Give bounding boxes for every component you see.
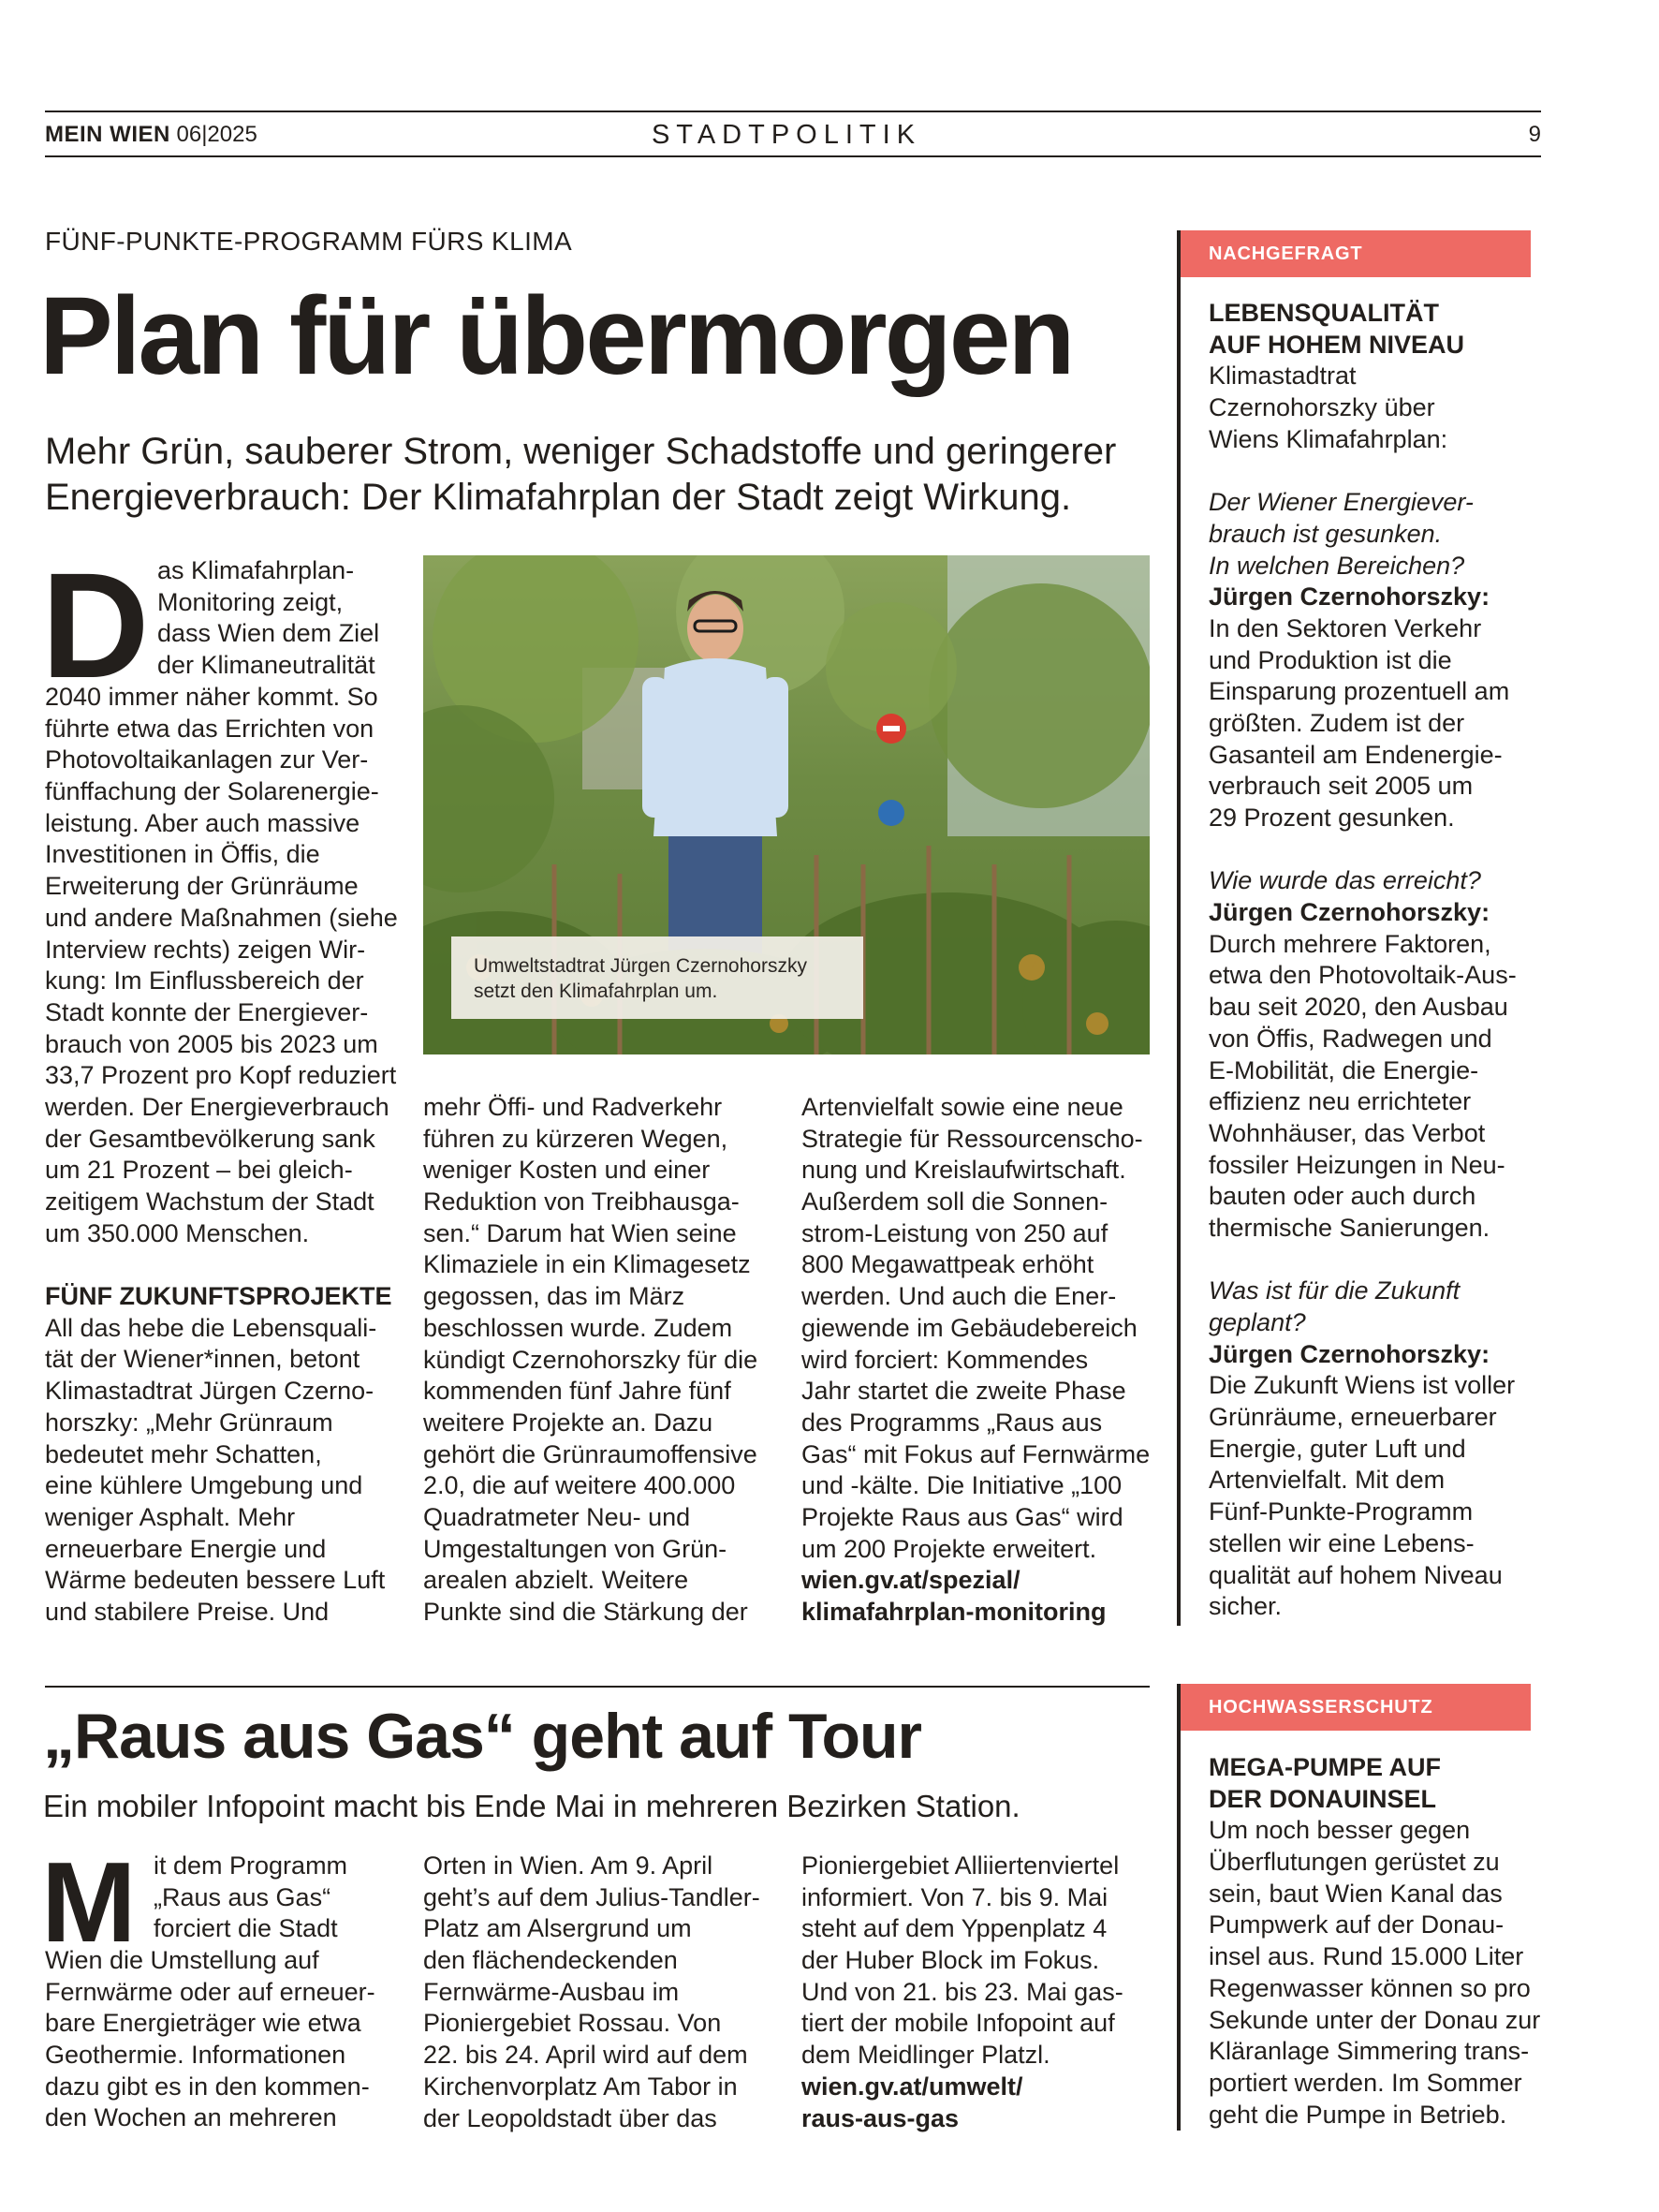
sidebar-divider: [1177, 230, 1181, 1626]
interview-question: Was ist für die Zukunft: [1209, 1276, 1461, 1305]
text-line: mehr Öffi- und Radverkehr: [423, 1093, 723, 1121]
sidebar-heading: MEGA-PUMPE AUF: [1209, 1753, 1441, 1781]
interview-question: Der Wiener Energiever-: [1209, 488, 1474, 517]
text-line: sicher.: [1209, 1592, 1283, 1621]
text-line: bau seit 2020, den Ausbau: [1209, 993, 1508, 1022]
text-line: Grünräume, erneuerbarer: [1209, 1403, 1497, 1432]
publication-name: MEIN WIEN: [45, 122, 170, 147]
text-line: strom-Leistung von 250 auf: [801, 1218, 1108, 1247]
header-top-rule: [45, 111, 1541, 112]
article2-subheadline: Ein mobiler Infopoint macht bis Ende Mai in mehreren Bezirken Station.: [43, 1789, 1020, 1823]
text-line: Wärme bedeuten bessere Luft: [45, 1566, 386, 1595]
text-line: forciert die Stadt: [154, 1914, 338, 1943]
article-link[interactable]: wien.gv.at/spezial/: [801, 1566, 1020, 1595]
text-line: Artenvielfalt. Mit dem: [1209, 1466, 1446, 1495]
interview-speaker: Jürgen Czernohorszky:: [1209, 582, 1490, 612]
dropcap: M: [41, 1838, 137, 1966]
text-line: größten. Zudem ist der: [1209, 708, 1465, 737]
text-line: bare Energieträger wie etwa: [45, 2009, 361, 2038]
text-line: geht’s auf dem Julius-Tandler-: [423, 1882, 760, 1911]
text-line: Wiens Klimafahrplan:: [1209, 424, 1448, 453]
text-line: und andere Maßnahmen (siehe: [45, 903, 398, 932]
article-column-1-top: [157, 555, 379, 682]
sidebar-heading: AUF HOHEM NIVEAU: [1209, 330, 1465, 359]
text-line: Reduktion von Treibhausga-: [423, 1187, 740, 1217]
text-line: kommenden fünf Jahre fünf: [423, 1377, 731, 1406]
text-line: Monitoring zeigt,: [157, 587, 344, 616]
text-line: steht auf dem Yppenplatz 4: [801, 1914, 1108, 1943]
interview-question: In welchen Bereichen?: [1209, 551, 1465, 580]
photo-caption: [451, 936, 863, 1019]
text-line: führte etwa das Errichten von: [45, 714, 374, 743]
text-line: as Klimafahrplan-: [157, 556, 355, 584]
text-line: und Produktion ist die: [1209, 645, 1452, 674]
article-link[interactable]: raus-aus-gas: [801, 2103, 960, 2132]
article-column-1: [45, 682, 398, 1629]
text-line: Energie, guter Luft und: [1209, 1434, 1466, 1463]
text-line: Fernwärme-Ausbau im: [423, 1977, 680, 2006]
text-line: der Gesamtbevölkerung sank: [45, 1124, 375, 1153]
dropcap: D: [41, 541, 150, 709]
sidebar-heading: LEBENSQUALITÄT: [1209, 299, 1439, 327]
text-line: führen zu kürzeren Wegen,: [423, 1124, 728, 1153]
interview-speaker: Jürgen Czernohorszky:: [1209, 898, 1490, 927]
text-line: der Leopoldstadt über das: [423, 2103, 717, 2132]
text-line: Orten in Wien. Am 9. April: [423, 1851, 713, 1880]
text-line: zeitigem Wachstum der Stadt: [45, 1187, 374, 1216]
text-line: Außerdem soll die Sonnen-: [801, 1187, 1108, 1217]
interview-sidebar: [1209, 298, 1517, 1623]
spacer: [1209, 455, 1517, 487]
text-line: nung und Kreislaufwirtschaft.: [801, 1156, 1126, 1185]
spacer: [45, 1249, 398, 1281]
text-line: der Klimaneutralität: [157, 651, 375, 680]
text-line: des Programms „Raus aus: [801, 1408, 1103, 1437]
text-line: dem Meidlinger Platzl.: [801, 2041, 1050, 2070]
text-line: 800 Megawattpeak erhöht: [801, 1250, 1094, 1279]
text-line: horszky: „Mehr Grünraum: [45, 1408, 333, 1437]
section-divider: [45, 1686, 1150, 1688]
text-line: und -kälte. Die Initiative „100: [801, 1471, 1123, 1500]
article2-column-1-top: [154, 1851, 347, 1945]
text-line: der Huber Block im Fokus.: [801, 1946, 1100, 1975]
text-line: um 200 Projekte erweitert.: [801, 1534, 1097, 1563]
text-line: 2040 immer näher kommt. So: [45, 683, 378, 711]
text-line: und stabilere Preise. Und: [45, 1597, 330, 1626]
interview-question: Wie wurde das erreicht?: [1209, 866, 1481, 895]
text-line: Pioniergebiet Alliiertenviertel: [801, 1851, 1120, 1880]
text-line: it dem Programm: [154, 1851, 348, 1880]
text-line: sen.“ Darum hat Wien seine: [423, 1218, 737, 1247]
text-line: um 21 Prozent – bei gleich-: [45, 1156, 353, 1185]
text-line: Pumpwerk auf der Donau-: [1209, 1910, 1505, 1939]
article-subheadline: [45, 429, 1168, 521]
text-line: Stadt konnte der Energiever-: [45, 997, 369, 1026]
text-line: Erweiterung der Grünräume: [45, 872, 359, 901]
text-line: den flächendeckenden: [423, 1946, 678, 1975]
text-line: Czernohorszky über: [1209, 393, 1435, 422]
text-line: Platz am Alsergrund um: [423, 1914, 692, 1943]
text-line: weitere Projekte an. Dazu: [423, 1408, 713, 1437]
text-line: weniger Kosten und einer: [423, 1156, 711, 1185]
text-line: um 350.000 Menschen.: [45, 1218, 310, 1247]
page-number: 9: [1528, 122, 1541, 147]
text-line: kündigt Czernohorszky für die: [423, 1345, 758, 1374]
interview-question: geplant?: [1209, 1308, 1306, 1336]
text-line: effizienz neu errichteter: [1209, 1087, 1472, 1116]
text-line: „Raus aus Gas“: [154, 1882, 331, 1911]
text-line: tiert der mobile Infopoint auf: [801, 2009, 1115, 2038]
text-line: wird forciert: Kommendes: [801, 1345, 1089, 1374]
text-line: Photovoltaikanlagen zur Ver-: [45, 745, 369, 774]
text-line: Durch mehrere Faktoren,: [1209, 929, 1491, 958]
header-publication: [45, 122, 257, 148]
subheadline-line: Mehr Grün, sauberer Strom, weniger Schadstoffe und geringerer: [45, 431, 1117, 472]
text-line: verbrauch seit 2005 um: [1209, 772, 1474, 801]
text-line: kung: Im Einflussbereich der: [45, 966, 364, 995]
text-line: Um noch besser gegen: [1209, 1816, 1471, 1845]
text-line: Fünf-Punkte-Programm: [1209, 1497, 1474, 1526]
text-line: werden. Der Energieverbrauch: [45, 1092, 389, 1121]
sidebar-divider: [1177, 1684, 1181, 2131]
article2-column-2: [423, 1851, 760, 2134]
caption-line: Umweltstadtrat Jürgen Czernohorszky: [474, 955, 807, 977]
text-line: Sekunde unter der Donau zur: [1209, 2005, 1541, 2034]
header-bottom-rule: [45, 155, 1541, 157]
header-section: STADTPOLITIK: [651, 120, 922, 150]
text-line: dass Wien dem Ziel: [157, 619, 380, 648]
text-line: arealen abzielt. Weitere: [423, 1566, 689, 1595]
text-line: Überflutungen gerüstet zu: [1209, 1848, 1500, 1877]
text-line: Strategie für Ressourcenscho-: [801, 1124, 1143, 1153]
sidebar-tag: HOCHWASSERSCHUTZ: [1181, 1684, 1531, 1731]
text-line: bedeutet mehr Schatten,: [45, 1439, 322, 1468]
text-line: Projekte Raus aus Gas“ wird: [801, 1502, 1123, 1531]
article-kicker: FÜNF-PUNKTE-PROGRAMM FÜRS KLIMA: [45, 227, 573, 256]
text-line: erneuerbare Energie und: [45, 1534, 327, 1563]
text-line: den Wochen an mehreren: [45, 2103, 337, 2132]
text-line: informiert. Von 7. bis 9. Mai: [801, 1882, 1108, 1911]
spacer: [1209, 834, 1517, 866]
subheadline-line: Energieverbrauch: Der Klimafahrplan der Stadt zeigt Wirkung.: [45, 477, 1072, 518]
text-line: Interview rechts) zeigen Wir-: [45, 935, 366, 964]
article-headline: Plan für übermorgen: [39, 274, 1073, 398]
text-line: Klimaziele in ein Klimagesetz: [423, 1250, 751, 1279]
text-line: E-Mobilität, die Energie-: [1209, 1055, 1479, 1084]
text-line: Artenvielfalt sowie eine neue: [801, 1093, 1123, 1121]
text-line: Kläranlage Simmering trans-: [1209, 2037, 1530, 2066]
text-line: Punkte sind die Stärkung der: [423, 1598, 748, 1626]
spacer: [1209, 1245, 1517, 1276]
text-line: fünffachung der Solarenergie-: [45, 777, 379, 806]
text-line: 2.0, die auf weitere 400.000: [423, 1471, 736, 1500]
text-line: Investitionen in Öffis, die: [45, 840, 320, 869]
issue-number: 06|2025: [176, 122, 257, 147]
caption-line: setzt den Klimafahrplan um.: [474, 981, 718, 1002]
news-sidebar: [1209, 1752, 1540, 2131]
text-line: Pioniergebiet Rossau. Von: [423, 2009, 722, 2038]
text-line: insel aus. Rund 15.000 Liter: [1209, 1942, 1524, 1971]
text-line: 29 Prozent gesunken.: [1209, 804, 1455, 832]
text-line: stellen wir eine Lebens-: [1209, 1528, 1475, 1557]
text-line: leistung. Aber auch massive: [45, 808, 360, 837]
text-line: Fernwärme oder auf erneuer-: [45, 1977, 375, 2006]
text-line: bauten oder auch durch: [1209, 1182, 1476, 1211]
text-line: In den Sektoren Verkehr: [1209, 613, 1482, 642]
article-link[interactable]: wien.gv.at/umwelt/: [801, 2072, 1023, 2101]
article2-column-3: [801, 1851, 1123, 2134]
text-line: Gas“ mit Fokus auf Fernwärme: [801, 1439, 1151, 1468]
text-line: Klimastadtrat: [1209, 361, 1357, 391]
article-column-2: [423, 1092, 757, 1629]
text-line: werden. Und auch die Ener-: [801, 1282, 1117, 1311]
text-line: Wien die Umstellung auf: [45, 1946, 319, 1974]
interview-question: brauch ist gesunken.: [1209, 519, 1443, 548]
text-line: 22. bis 24. April wird auf dem: [423, 2041, 748, 2070]
text-line: Geothermie. Informationen: [45, 2041, 346, 2070]
sidebar-heading: DER DONAUINSEL: [1209, 1784, 1437, 1813]
text-line: beschlossen wurde. Zudem: [423, 1313, 733, 1342]
sidebar-tag: NACHGEFRAGT: [1181, 230, 1531, 277]
text-line: dazu gibt es in den kommen-: [45, 2072, 370, 2101]
text-line: gehört die Grünraumoffensive: [423, 1439, 757, 1468]
text-line: brauch von 2005 bis 2023 um: [45, 1029, 378, 1058]
text-line: 33,7 Prozent pro Kopf reduziert: [45, 1061, 397, 1090]
text-line: All das hebe die Lebensquali-: [45, 1313, 377, 1342]
text-line: Einsparung prozentuell am: [1209, 677, 1510, 706]
text-line: Regenwasser können so pro: [1209, 1973, 1531, 2002]
text-line: tät der Wiener*innen, betont: [45, 1345, 360, 1374]
text-line: thermische Sanierungen.: [1209, 1213, 1490, 1242]
text-line: Jahr startet die zweite Phase: [801, 1377, 1126, 1406]
text-line: Klimastadtrat Jürgen Czerno-: [45, 1377, 374, 1406]
text-line: Und von 21. bis 23. Mai gas-: [801, 1977, 1123, 2006]
text-line: Gasanteil am Endenergie-: [1209, 740, 1503, 769]
text-line: qualität auf hohem Niveau: [1209, 1560, 1503, 1589]
text-line: eine kühlere Umgebung und: [45, 1471, 363, 1500]
text-line: fossiler Heizungen in Neu-: [1209, 1150, 1505, 1179]
text-line: Umgestaltungen von Grün-: [423, 1534, 727, 1563]
text-line: etwa den Photovoltaik-Aus-: [1209, 961, 1517, 990]
article-column-3: [801, 1092, 1150, 1629]
text-line: Wohnhäuser, das Verbot: [1209, 1118, 1486, 1147]
text-line: sein, baut Wien Kanal das: [1209, 1879, 1503, 1908]
text-line: Kirchenvorplatz Am Tabor in: [423, 2072, 738, 2101]
article2-headline: „Raus aus Gas“ geht auf Tour: [43, 1701, 922, 1772]
text-line: von Öffis, Radwegen und: [1209, 1024, 1492, 1053]
interview-speaker: Jürgen Czernohorszky:: [1209, 1339, 1490, 1368]
text-line: weniger Asphalt. Mehr: [45, 1502, 296, 1531]
text-line: Die Zukunft Wiens ist voller: [1209, 1371, 1516, 1400]
article2-column-1: [45, 1945, 375, 2134]
text-line: geht die Pumpe in Betrieb.: [1209, 2100, 1507, 2129]
text-line: portiert werden. Im Sommer: [1209, 2068, 1522, 2097]
text-line: Quadratmeter Neu- und: [423, 1502, 691, 1531]
subsection-heading: FÜNF ZUKUNFTSPROJEKTE: [45, 1282, 392, 1311]
article-link[interactable]: klimafahrplan-monitoring: [801, 1598, 1107, 1626]
text-line: giewende im Gebäudebereich: [801, 1313, 1138, 1342]
text-line: gegossen, das im März: [423, 1282, 685, 1311]
